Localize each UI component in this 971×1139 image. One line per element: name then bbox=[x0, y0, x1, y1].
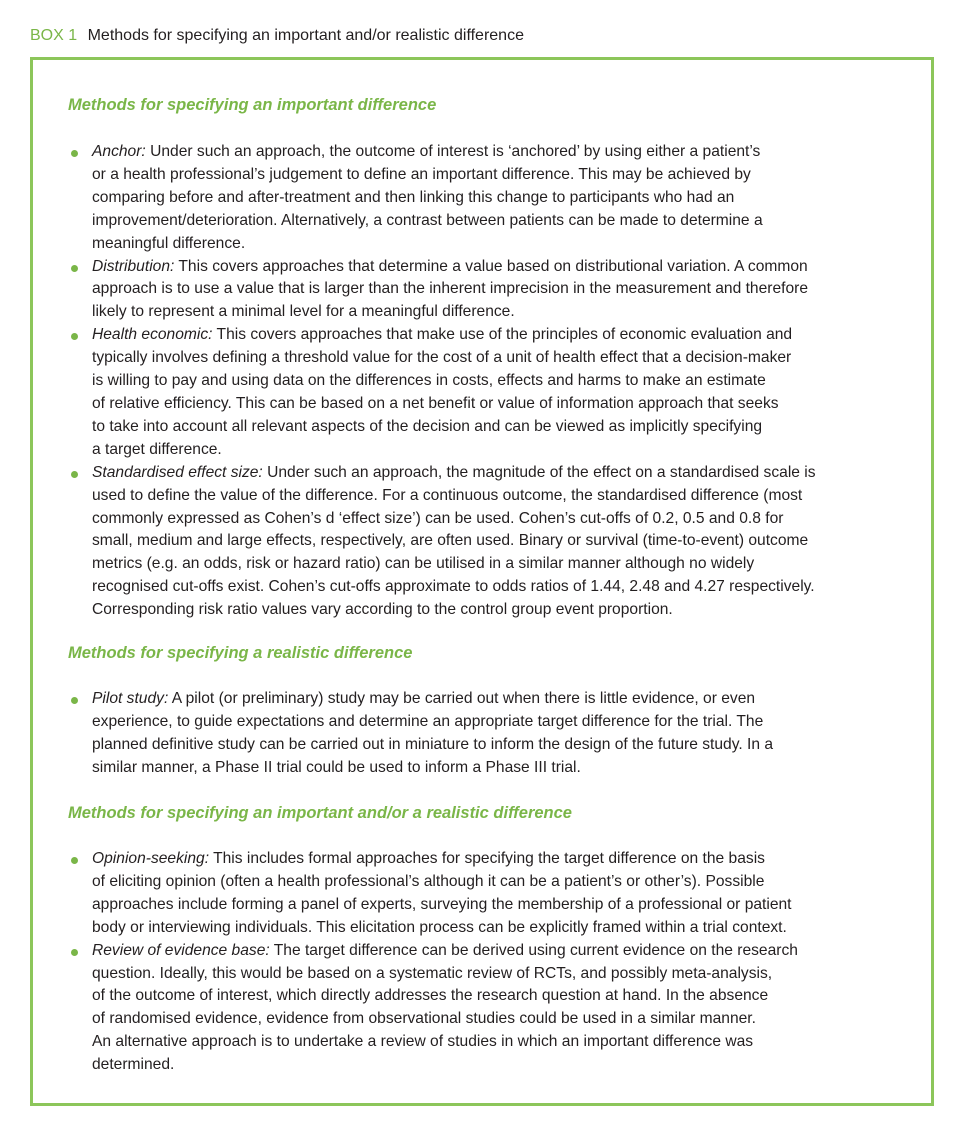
text-line: approaches include forming a panel of experts, surveying the membership of a professional or patient bbox=[92, 895, 792, 913]
text-line: The target difference can be derived using current evidence on the research bbox=[273, 941, 798, 959]
text-line: comparing before and after-treatment and then linking this change to participants who had an bbox=[92, 188, 735, 206]
bullet-icon bbox=[71, 333, 78, 340]
term-standardised-effect-size: Standardised effect size: bbox=[92, 463, 263, 481]
list-item-opinion-seeking bbox=[68, 848, 930, 940]
text-line: Corresponding risk ratio values vary according to the control group event proportion. bbox=[92, 601, 673, 619]
bullet-icon bbox=[71, 150, 78, 157]
text-line: This covers approaches that make use of the principles of economic evaluation and bbox=[216, 326, 793, 344]
list-item-anchor bbox=[68, 141, 930, 256]
bullet-icon bbox=[71, 697, 78, 704]
text-line: small, medium and large effects, respectively, are often used. Binary or survival (time-to-event) outcome bbox=[92, 532, 809, 550]
section-heading-important: Methods for specifying an important difference bbox=[68, 96, 437, 114]
text-line: This covers approaches that determine a value based on distributional variation. A common bbox=[178, 257, 808, 275]
list-item-pilot-study bbox=[68, 688, 930, 780]
bullet-list-important bbox=[68, 141, 930, 622]
text-line: likely to represent a minimal level for a meaningful difference. bbox=[92, 303, 515, 321]
box-label: BOX 1 bbox=[30, 27, 78, 44]
text-line: body or interviewing individuals. This elicitation process can be explicitly framed within a trial context. bbox=[92, 918, 787, 936]
text-line: used to define the value of the difference. For a continuous outcome, the standardised difference (most bbox=[92, 486, 803, 504]
text-line: is willing to pay and using data on the differences in costs, effects and harms to make an estimate bbox=[92, 372, 766, 390]
list-item-distribution bbox=[68, 256, 930, 325]
text-line: An alternative approach is to undertake a review of studies in which an important difference was bbox=[92, 1033, 754, 1051]
term-anchor: Anchor: bbox=[92, 143, 146, 160]
text-line: determined. bbox=[92, 1056, 175, 1074]
box-frame bbox=[30, 57, 934, 1106]
text-line: metrics (e.g. an odds, risk or hazard ratio) can be utilised in a similar manner although no widely bbox=[92, 555, 755, 573]
text-line: meaningful difference. bbox=[92, 234, 246, 252]
text-line: planned definitive study can be carried out in miniature to inform the design of the future study. In a bbox=[92, 735, 774, 753]
text-line: A pilot (or preliminary) study may be carried out when there is little evidence, or even bbox=[171, 690, 756, 707]
bullet-list-realistic bbox=[68, 688, 930, 780]
bullet-icon bbox=[71, 949, 78, 956]
text-line: of randomised evidence, evidence from observational studies could be used in a similar manner. bbox=[92, 1010, 756, 1028]
text-line: recognised cut-offs exist. Cohen’s cut-offs approximate to odds ratios of 1.44, 2.48 and 4.27 respectively. bbox=[92, 578, 815, 596]
text-line: or a health professional’s judgement to define an important difference. This may be achieved by bbox=[92, 165, 751, 183]
text-line: This includes formal approaches for specifying the target difference on the basis bbox=[213, 850, 765, 867]
text-line: of the outcome of interest, which directly addresses the research question at hand. In the absence bbox=[92, 987, 769, 1005]
list-item-review-of-evidence-base bbox=[68, 940, 930, 1077]
section-heading-realistic: Methods for specifying a realistic difference bbox=[68, 644, 413, 662]
text-line: a target difference. bbox=[92, 440, 222, 458]
term-health-economic: Health economic: bbox=[92, 326, 213, 344]
bullet-icon bbox=[71, 265, 78, 272]
term-review-of-evidence-base: Review of evidence base: bbox=[92, 941, 270, 959]
box-header bbox=[30, 26, 524, 46]
text-line: experience, to guide expectations and determine an appropriate target difference for the trial. The bbox=[92, 712, 764, 730]
term-opinion-seeking: Opinion-seeking: bbox=[92, 850, 210, 867]
term-pilot-study: Pilot study: bbox=[92, 690, 169, 707]
text-line: of eliciting opinion (often a health professional’s although it can be a patient’s or other’s). Possible bbox=[92, 872, 765, 890]
text-line: similar manner, a Phase II trial could be used to inform a Phase III trial. bbox=[92, 758, 581, 776]
text-line: Under such an approach, the magnitude of the effect on a standardised scale is bbox=[267, 463, 816, 481]
term-distribution: Distribution: bbox=[92, 257, 175, 275]
text-line: to take into account all relevant aspects of the decision and can be viewed as implicitly specifying bbox=[92, 417, 763, 435]
text-line: of relative efficiency. This can be based on a net benefit or value of information approach that seeks bbox=[92, 394, 779, 412]
text-line: question. Ideally, this would be based on a systematic review of RCTs, and possibly meta-analysis, bbox=[92, 964, 773, 982]
text-line: typically involves defining a threshold value for the cost of a unit of health effect that a decision-maker bbox=[92, 349, 792, 367]
bullet-icon bbox=[71, 857, 78, 864]
list-item-health-economic bbox=[68, 324, 930, 461]
bullet-list-important-and-realistic bbox=[68, 848, 930, 1077]
text-line: approach is to use a value that is larger than the inherent imprecision in the measurement and therefore bbox=[92, 280, 808, 298]
text-line: commonly expressed as Cohen’s d ‘effect size’) can be used. Cohen’s cut-offs of 0.2, 0.5 and 0.8 for bbox=[92, 509, 784, 527]
text-line: Under such an approach, the outcome of interest is ‘anchored’ by using either a patient’s bbox=[150, 143, 761, 160]
section-heading-important-and-realistic: Methods for specifying an important and/or a realistic difference bbox=[68, 804, 572, 822]
box-title: Methods for specifying an important and/or realistic difference bbox=[87, 27, 524, 44]
list-item-standardised-effect-size bbox=[68, 462, 930, 622]
text-line: improvement/deterioration. Alternatively, a contrast between patients can be made to determine a bbox=[92, 211, 763, 229]
bullet-icon bbox=[71, 471, 78, 478]
